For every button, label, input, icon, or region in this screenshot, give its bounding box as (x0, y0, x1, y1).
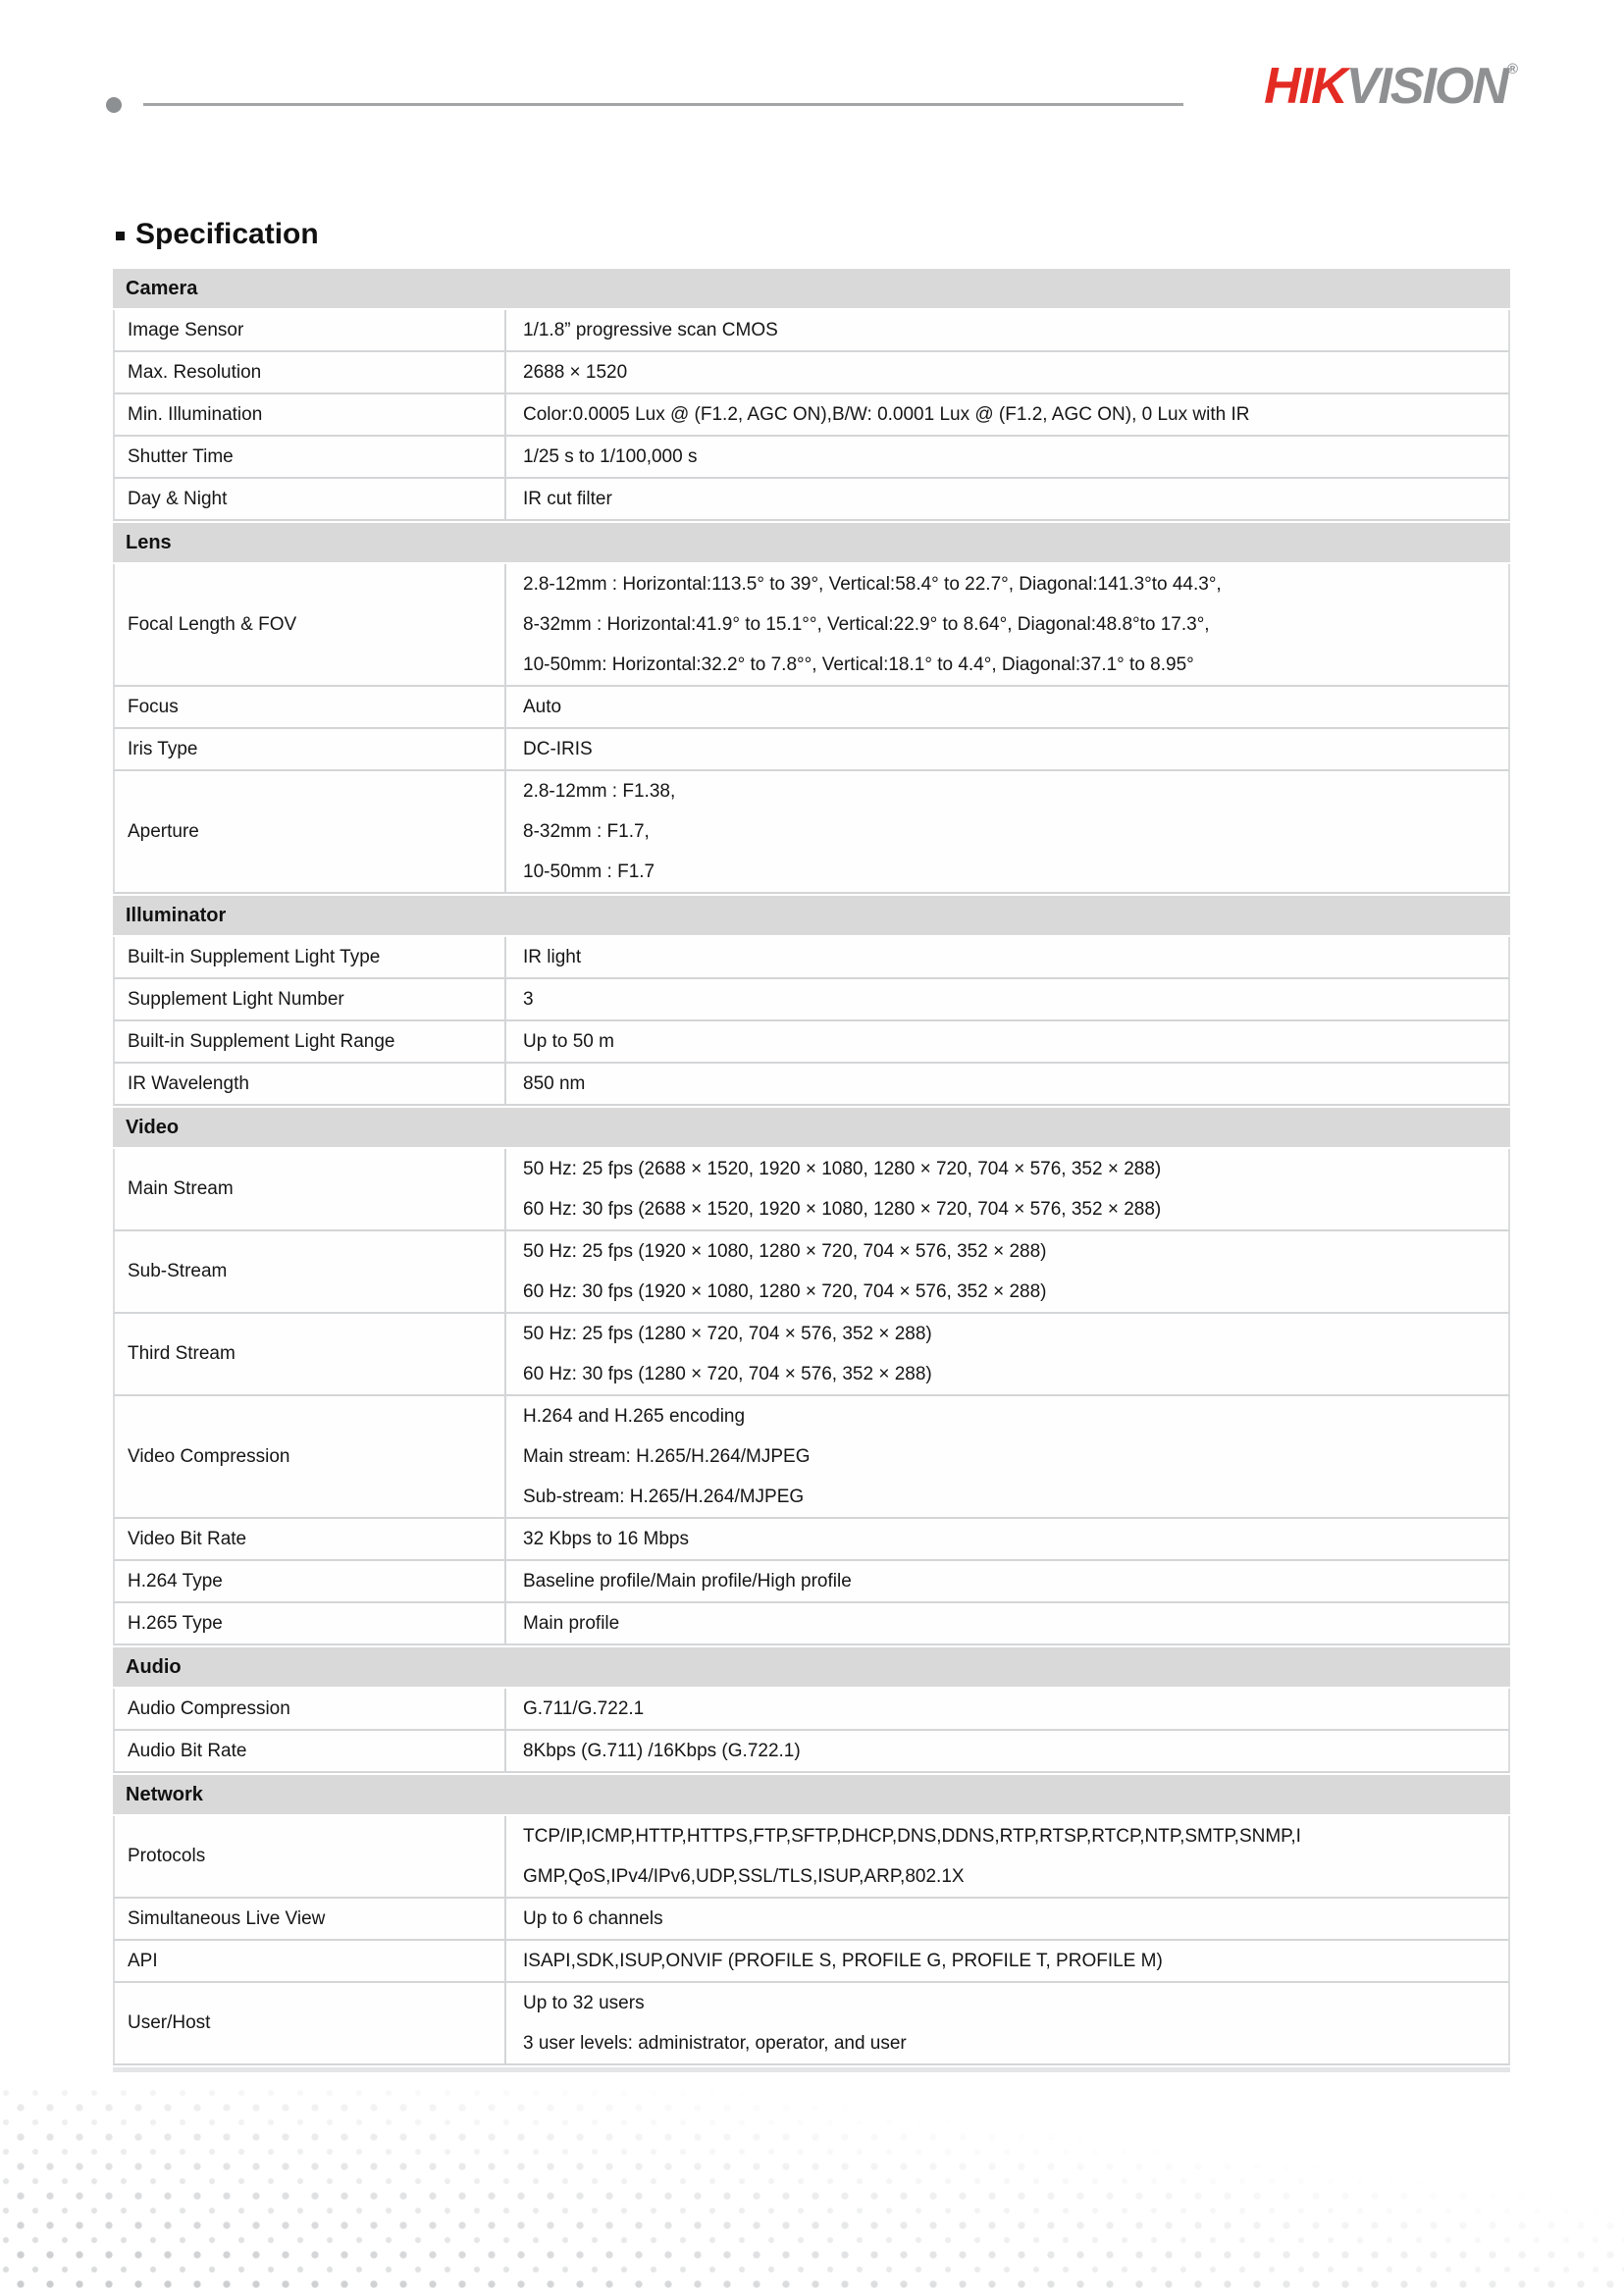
row-value-line: Sub-stream: H.265/H.264/MJPEG (523, 1487, 805, 1507)
row-value-line: 3 user levels: administrator, operator, and user (523, 2033, 907, 2054)
column-divider (499, 937, 511, 977)
table-row (113, 1816, 1510, 1899)
row-value (511, 1816, 1508, 1897)
row-label: Simultaneous Live View (128, 1907, 326, 1929)
table-row (113, 394, 1510, 437)
row-value-line: 60 Hz: 30 fps (1280 × 720, 704 × 576, 352 × 288) (523, 1364, 932, 1384)
column-divider (499, 1689, 511, 1729)
row-value (511, 394, 1508, 435)
row-value (511, 1314, 1508, 1394)
row-value-line: Baseline profile/Main profile/High profile (523, 1571, 852, 1592)
table-bottom-strip (113, 2067, 1510, 2072)
row-value-line: 1/1.8” progressive scan CMOS (523, 320, 778, 340)
row-value-line: 8Kbps (G.711) /16Kbps (G.722.1) (523, 1741, 801, 1761)
column-divider (499, 1731, 511, 1771)
row-value (511, 1731, 1508, 1771)
column-divider (499, 687, 511, 727)
row-value (511, 1231, 1508, 1312)
row-value-line: 60 Hz: 30 fps (2688 × 1520, 1920 × 1080, 1280 × 720, 704 × 576, 352 × 288) (523, 1199, 1162, 1220)
row-label: Video Bit Rate (128, 1528, 247, 1549)
row-value (511, 1519, 1508, 1559)
table-row (113, 729, 1510, 771)
row-label: Audio Compression (128, 1697, 290, 1719)
column-divider (499, 1519, 511, 1559)
row-value (511, 1899, 1508, 1939)
row-label: H.264 Type (128, 1570, 223, 1592)
row-label: Focus (128, 696, 179, 717)
header-rule (143, 103, 1183, 106)
column-divider (499, 352, 511, 392)
column-divider (499, 1983, 511, 2063)
section-header: Video (113, 1108, 1510, 1147)
row-value-line: 50 Hz: 25 fps (2688 × 1520, 1920 × 1080, 1280 × 720, 704 × 576, 352 × 288) (523, 1159, 1162, 1179)
row-value-line: TCP/IP,ICMP,HTTP,HTTPS,FTP,SFTP,DHCP,DNS,DDNS,RTP,RTSP,RTCP,NTP,SMTP,SNMP,I (523, 1826, 1301, 1847)
row-label: Image Sensor (128, 319, 244, 340)
row-value (511, 1603, 1508, 1644)
row-label: Aperture (128, 820, 199, 842)
row-value (511, 352, 1508, 392)
column-divider (499, 437, 511, 477)
column-divider (499, 564, 511, 685)
table-row (113, 1064, 1510, 1106)
section-header: Lens (113, 523, 1510, 562)
row-value (511, 729, 1508, 769)
row-value (511, 1941, 1508, 1981)
row-label: User/Host (128, 2012, 211, 2033)
table-row (113, 1149, 1510, 1231)
column-divider (499, 1941, 511, 1981)
row-value-line: H.264 and H.265 encoding (523, 1406, 746, 1427)
row-value-line: 2688 × 1520 (523, 362, 628, 383)
column-divider (499, 771, 511, 892)
section-header: Illuminator (113, 896, 1510, 935)
row-label: Third Stream (128, 1343, 236, 1364)
row-value (511, 1396, 1508, 1517)
row-label: API (128, 1950, 158, 1971)
table-row (113, 1519, 1510, 1561)
column-divider (499, 1561, 511, 1601)
row-value-line: Up to 32 users (523, 1993, 645, 2013)
row-value-line: ISAPI,SDK,ISUP,ONVIF (PROFILE S, PROFILE G, PROFILE T, PROFILE M) (523, 1951, 1163, 1971)
row-value-line: 3 (523, 989, 534, 1010)
row-value (511, 1021, 1508, 1062)
row-value-line: 60 Hz: 30 fps (1920 × 1080, 1280 × 720, 704 × 576, 352 × 288) (523, 1281, 1047, 1302)
row-label: Min. Illumination (128, 403, 263, 425)
row-label: Built-in Supplement Light Range (128, 1030, 395, 1052)
square-bullet-icon (116, 232, 125, 240)
section-header: Camera (113, 269, 1510, 308)
table-row (113, 1561, 1510, 1603)
column-divider (499, 1603, 511, 1644)
column-divider (499, 1231, 511, 1312)
table-row (113, 1689, 1510, 1731)
row-value-line: IR cut filter (523, 489, 612, 509)
table-row (113, 1231, 1510, 1314)
column-divider (499, 1064, 511, 1104)
section-header: Audio (113, 1647, 1510, 1687)
row-value (511, 979, 1508, 1019)
row-value-line: 32 Kbps to 16 Mbps (523, 1529, 689, 1549)
table-row (113, 1899, 1510, 1941)
page-title (116, 218, 319, 251)
row-label: Focal Length & FOV (128, 613, 297, 635)
row-value (511, 479, 1508, 519)
table-row (113, 979, 1510, 1021)
column-divider (499, 1314, 511, 1394)
table-row (113, 1021, 1510, 1064)
row-value-line: G.711/G.722.1 (523, 1698, 645, 1719)
table-row (113, 564, 1510, 687)
column-divider (499, 479, 511, 519)
page-title-text: Specification (135, 218, 319, 250)
row-label: Supplement Light Number (128, 988, 344, 1010)
row-value (511, 1689, 1508, 1729)
column-divider (499, 1021, 511, 1062)
row-label: Sub-Stream (128, 1261, 228, 1281)
table-row (113, 1941, 1510, 1983)
row-value-line: 1/25 s to 1/100,000 s (523, 446, 698, 467)
row-value-line: 850 nm (523, 1073, 586, 1094)
table-row (113, 352, 1510, 394)
table-row (113, 479, 1510, 521)
halftone-pattern (0, 2085, 1624, 2296)
row-value-line: Main stream: H.265/H.264/MJPEG (523, 1446, 811, 1467)
row-value (511, 1561, 1508, 1601)
column-divider (499, 1816, 511, 1897)
row-label: Max. Resolution (128, 361, 262, 383)
table-row (113, 1731, 1510, 1773)
row-label: Video Compression (128, 1445, 290, 1467)
row-value-line: GMP,QoS,IPv4/IPv6,UDP,SSL/TLS,ISUP,ARP,802.1X (523, 1866, 965, 1887)
row-label: IR Wavelength (128, 1072, 249, 1094)
table-row (113, 1396, 1510, 1519)
row-value (511, 1149, 1508, 1229)
row-value-line: 50 Hz: 25 fps (1280 × 720, 704 × 576, 352 × 288) (523, 1324, 932, 1344)
row-value-line: 50 Hz: 25 fps (1920 × 1080, 1280 × 720, 704 × 576, 352 × 288) (523, 1241, 1047, 1262)
row-value-line: Color:0.0005 Lux @ (F1.2, AGC ON),B/W: 0.0001 Lux @ (F1.2, AGC ON), 0 Lux with IR (523, 404, 1250, 425)
row-label: Built-in Supplement Light Type (128, 946, 381, 967)
table-row (113, 1314, 1510, 1396)
row-value (511, 937, 1508, 977)
row-value-line: 2.8-12mm : Horizontal:113.5° to 39°, Vertical:58.4° to 22.7°, Diagonal:141.3°to 44.3°, (523, 574, 1222, 595)
header-dot-icon (106, 97, 122, 113)
table-row (113, 687, 1510, 729)
row-value (511, 687, 1508, 727)
row-value-line: 8-32mm : F1.7, (523, 821, 650, 842)
column-divider (499, 1149, 511, 1229)
row-value-line: 10-50mm: Horizontal:32.2° to 7.8°°, Vertical:18.1° to 4.4°, Diagonal:37.1° to 8.95° (523, 654, 1194, 675)
row-label: Protocols (128, 1846, 206, 1866)
table-row (113, 1603, 1510, 1645)
row-label: Main Stream (128, 1178, 234, 1199)
row-value (511, 1983, 1508, 2063)
column-divider (499, 394, 511, 435)
row-value-line: 8-32mm : Horizontal:41.9° to 15.1°°, Vertical:22.9° to 8.64°, Diagonal:48.8°to 17.3°, (523, 614, 1210, 635)
row-value (511, 771, 1508, 892)
row-label: Day & Night (128, 488, 228, 509)
row-value-line: Auto (523, 697, 562, 717)
row-value-line: Up to 50 m (523, 1031, 614, 1052)
row-value (511, 564, 1508, 685)
hikvision-logo (1264, 58, 1518, 115)
column-divider (499, 1396, 511, 1517)
row-value-line: Main profile (523, 1613, 620, 1634)
table-row (113, 771, 1510, 894)
specification-table (113, 267, 1510, 2072)
row-value (511, 1064, 1508, 1104)
row-value-line: IR light (523, 947, 582, 967)
column-divider (499, 310, 511, 350)
row-value-line: Up to 6 channels (523, 1908, 663, 1929)
table-row (113, 437, 1510, 479)
section-header: Network (113, 1775, 1510, 1814)
logo-hik: HIK (1264, 58, 1346, 115)
column-divider (499, 979, 511, 1019)
table-row (113, 310, 1510, 352)
column-divider (499, 729, 511, 769)
row-value-line: DC-IRIS (523, 739, 593, 759)
row-label: Shutter Time (128, 445, 234, 467)
table-row (113, 1983, 1510, 2065)
row-value-line: 10-50mm : F1.7 (523, 861, 655, 882)
column-divider (499, 1899, 511, 1939)
table-row (113, 937, 1510, 979)
row-label: Iris Type (128, 738, 198, 759)
logo-vision: VISION (1345, 58, 1507, 115)
row-label: H.265 Type (128, 1612, 223, 1634)
row-label: Audio Bit Rate (128, 1740, 247, 1761)
row-value (511, 437, 1508, 477)
row-value (511, 310, 1508, 350)
registered-mark-icon: ® (1506, 61, 1518, 78)
row-value-line: 2.8-12mm : F1.38, (523, 781, 676, 802)
